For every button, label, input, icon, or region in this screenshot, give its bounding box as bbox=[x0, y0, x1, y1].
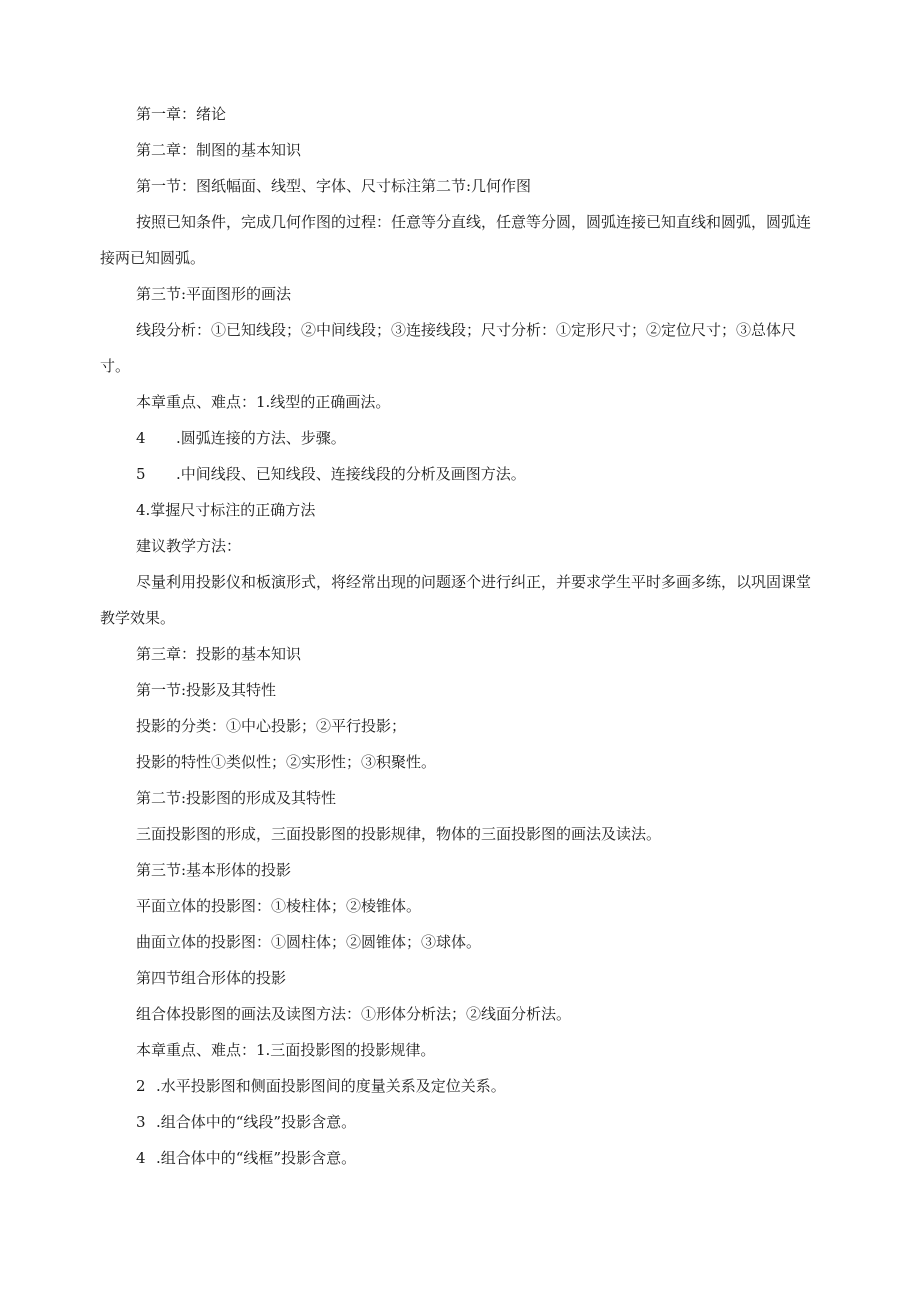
list-number: 5 bbox=[136, 465, 146, 483]
text-line: 投影的分类：①中心投影；②平行投影； bbox=[136, 717, 407, 735]
paragraph: 按照已知条件，完成几何作图的过程：任意等分直线，任意等分圆，圆弧连接已知直线和圆弧，圆弧连接两已知圆弧。 bbox=[100, 213, 812, 267]
text-line: 组合体投影图的画法及读图方法：①形体分析法；②线面分析法。 bbox=[136, 1005, 572, 1023]
list-text: .组合体中的“线框”投影含意。 bbox=[156, 1149, 357, 1167]
paragraph: 线段分析：①已知线段；②中间线段；③连接线段；尺寸分析：①定形尺寸；②定位尺寸；③总体尺寸。 bbox=[100, 321, 797, 375]
list-number: 4 bbox=[136, 1149, 146, 1167]
key-points-line: 本章重点、难点：1.线型的正确画法。 bbox=[136, 393, 391, 411]
subheading: 建议教学方法： bbox=[136, 537, 242, 555]
section-heading: 第一节：图纸幅面、线型、字体、尺寸标注第二节:几何作图 bbox=[136, 177, 532, 195]
list-item bbox=[136, 456, 826, 492]
paragraph: 尽量利用投影仪和板演形式，将经常出现的问题逐个进行纠正，并要求学生平时多画多练，以巩固课堂教学效果。 bbox=[100, 573, 812, 627]
section-heading: 第三节:平面图形的画法 bbox=[136, 285, 292, 303]
list-item bbox=[136, 1140, 826, 1176]
chapter-1-heading: 第一章：绪论 bbox=[136, 105, 227, 123]
list-item bbox=[136, 1068, 826, 1104]
list-text: .中间线段、已知线段、连接线段的分析及画图方法。 bbox=[176, 465, 526, 483]
text-line: 三面投影图的形成，三面投影图的投影规律，物体的三面投影图的画法及读法。 bbox=[136, 825, 662, 843]
list-text: .组合体中的“线段”投影含意。 bbox=[156, 1113, 357, 1131]
list-number: 4 bbox=[136, 429, 146, 447]
text-line: 平面立体的投影图：①棱柱体；②棱锥体。 bbox=[136, 897, 422, 915]
list-item bbox=[136, 420, 826, 456]
section-heading: 第三节:基本形体的投影 bbox=[136, 861, 292, 879]
chapter-2-heading: 第二章：制图的基本知识 bbox=[136, 141, 302, 159]
list-text: .水平投影图和侧面投影图间的度量关系及定位关系。 bbox=[156, 1077, 506, 1095]
list-text: .圆弧连接的方法、步骤。 bbox=[176, 429, 346, 447]
list-item bbox=[136, 1104, 826, 1140]
section-heading: 第四节组合形体的投影 bbox=[136, 969, 287, 987]
section-heading: 第一节:投影及其特性 bbox=[136, 681, 277, 699]
text-line: 投影的特性①类似性；②实形性；③积聚性。 bbox=[136, 753, 437, 771]
list-item: 4.掌握尺寸标注的正确方法 bbox=[136, 501, 316, 519]
list-number: 2 bbox=[136, 1077, 146, 1095]
chapter-3-heading: 第三章：投影的基本知识 bbox=[136, 645, 302, 663]
text-line: 曲面立体的投影图：①圆柱体；②圆锥体；③球体。 bbox=[136, 933, 482, 951]
list-number: 3 bbox=[136, 1113, 146, 1131]
key-points-line: 本章重点、难点：1.三面投影图的投影规律。 bbox=[136, 1041, 436, 1059]
section-heading: 第二节:投影图的形成及其特性 bbox=[136, 789, 337, 807]
